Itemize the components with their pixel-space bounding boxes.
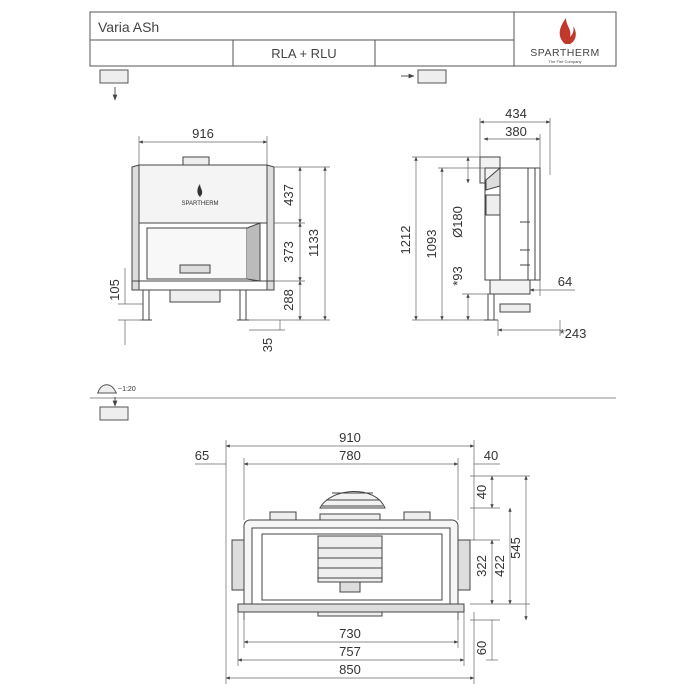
brand-tagline: The Fire Company [548, 59, 582, 64]
front-dim-35: 35 [260, 337, 275, 353]
brand-name: SPARTHERM [530, 47, 600, 59]
top-dim-60: 60 [474, 640, 489, 656]
top-dim-40-depth: 40 [474, 484, 489, 500]
top-dim-757: 757 [339, 644, 361, 659]
side-view-marker [401, 70, 446, 83]
front-view [132, 157, 274, 320]
front-dim-105: 105 [107, 279, 122, 301]
product-title: Varia ASh [98, 19, 160, 35]
top-dim-780: 780 [339, 448, 361, 463]
side-dim-64: 64 [557, 274, 573, 289]
front-dim-288: 288 [281, 289, 296, 311]
side-dim-1093: 1093 [424, 229, 439, 259]
scale-label: ~1:20 [118, 386, 136, 393]
top-view [232, 491, 470, 620]
front-width-label: 916 [192, 126, 214, 141]
top-dim-545: 545 [508, 537, 523, 559]
front-view-marker [100, 70, 128, 100]
top-dim-850: 850 [339, 662, 361, 677]
side-dim-93: *93 [450, 266, 465, 286]
front-dim-437: 437 [281, 184, 296, 206]
top-dim-422: 422 [492, 555, 507, 577]
front-logo-text: SPARTHERM [181, 201, 219, 207]
top-dim-322: 322 [474, 555, 489, 577]
side-dim-380: 380 [505, 124, 527, 139]
side-dim-434: 434 [505, 106, 527, 121]
top-dim-65: 65 [194, 448, 210, 463]
top-dim-910: 910 [339, 430, 361, 445]
eye-scale-icon [98, 385, 116, 393]
variant-label: RLA + RLU [271, 46, 337, 61]
side-view [480, 157, 540, 320]
side-dim-243: *243 [559, 326, 587, 341]
flame-icon [560, 18, 576, 44]
side-dim-diameter: Ø180 [450, 206, 465, 238]
top-dim-40-width: 40 [483, 448, 499, 463]
top-dim-730: 730 [339, 626, 361, 641]
side-dim-1212: 1212 [398, 225, 413, 255]
front-dim-1133: 1133 [306, 229, 321, 257]
spartherm-logo [530, 18, 599, 64]
front-dim-373: 373 [281, 241, 296, 263]
